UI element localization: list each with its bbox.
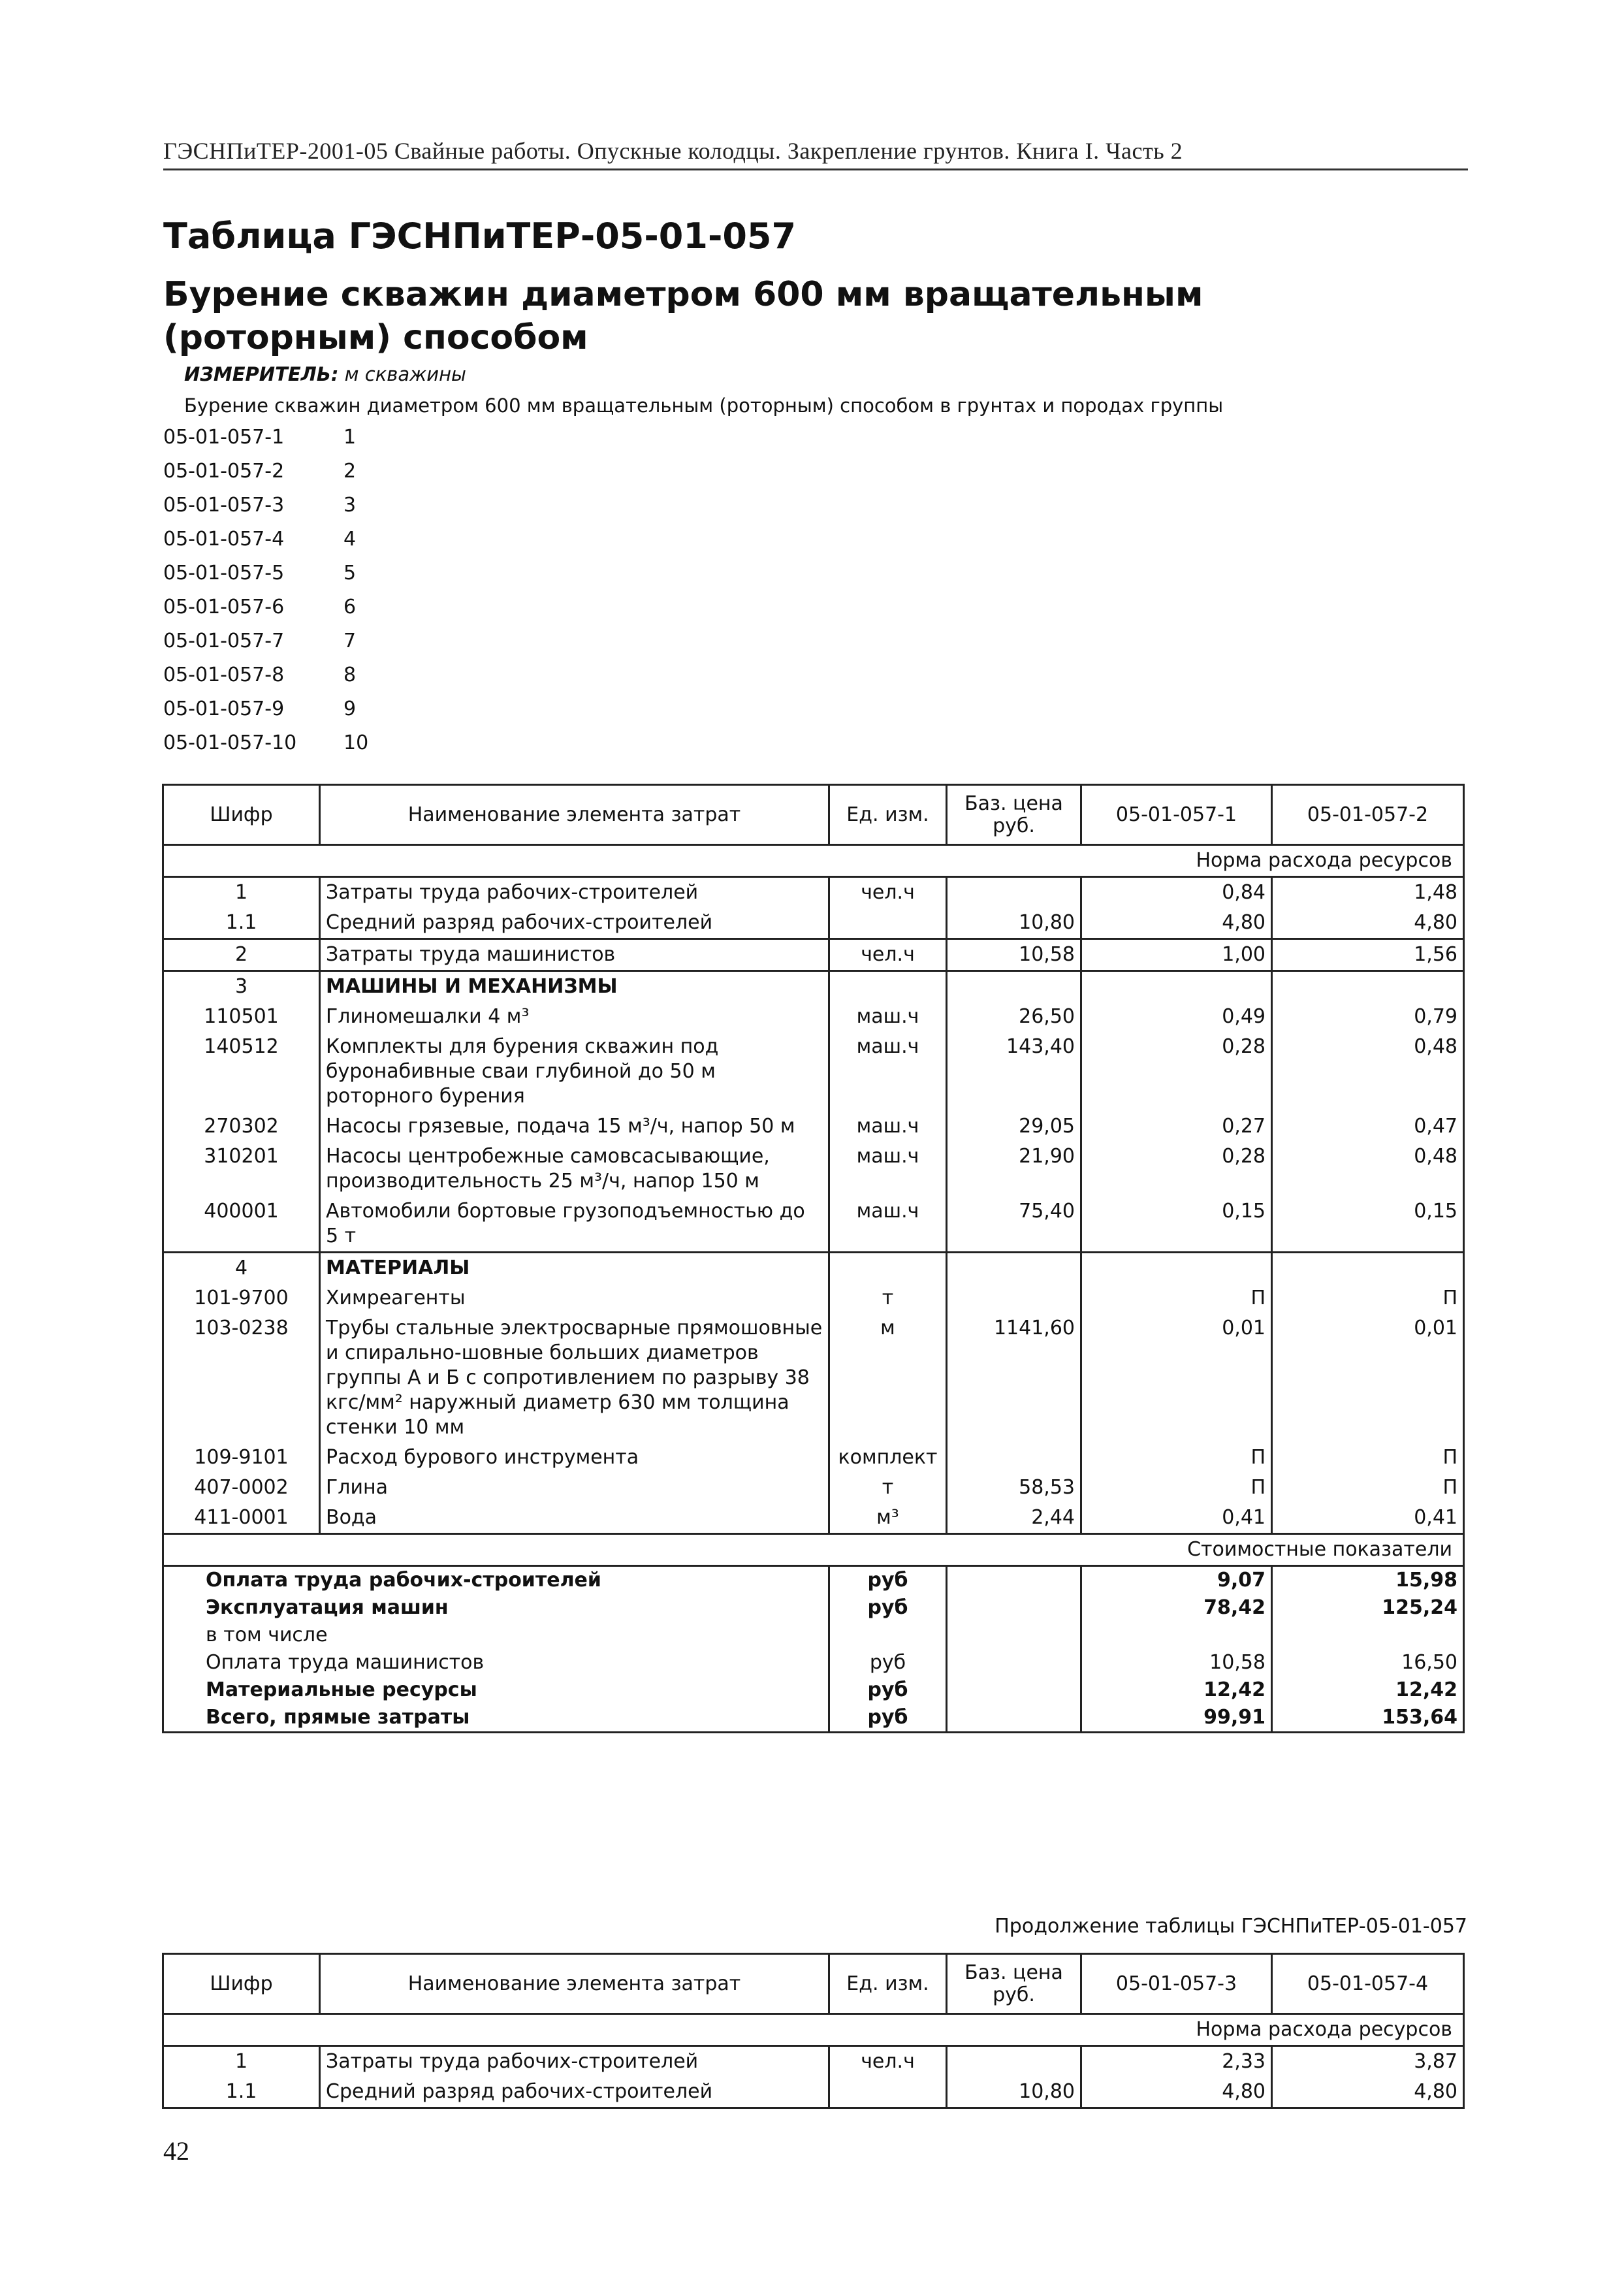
row-value-b: 0,79 [1272, 1002, 1464, 1032]
cost-value-a [1081, 1622, 1272, 1649]
row-unit: т [829, 1283, 947, 1313]
row-unit: маш.ч [829, 1032, 947, 1112]
row-value-a: П [1081, 1443, 1272, 1473]
code: 05-01-057-9 [163, 698, 285, 720]
cost-empty [947, 1622, 1081, 1649]
row-name: Затраты труда рабочих-строителей [320, 2046, 829, 2077]
row-price: 2,44 [947, 1503, 1081, 1534]
row-name: Средний разряд рабочих-строителей [320, 2077, 829, 2108]
row-price [947, 2046, 1081, 2077]
row-price: 58,53 [947, 1473, 1081, 1503]
row-name: МАТЕРИАЛЫ [320, 1253, 829, 1284]
cost-value-a: 9,07 [1081, 1566, 1272, 1595]
row-name: Автомобили бортовые грузоподъемностью до 5 т [320, 1196, 829, 1253]
code: 05-01-057-3 [163, 494, 285, 517]
row-value-a: 0,49 [1081, 1002, 1272, 1032]
table-row [163, 1283, 1464, 1313]
running-header: ГЭСНПиТЕР-2001-05 Свайные работы. Опускные колодцы. Закрепление грунтов. Книга I. Часть 2 [163, 137, 1468, 170]
cost-header: Стоимостные показатели [163, 1534, 1464, 1566]
row-code: 270302 [163, 1112, 320, 1142]
row-value-a: 0,28 [1081, 1032, 1272, 1112]
table-subtitle: Бурение скважин диаметром 600 мм вращательным (роторным) способом [163, 275, 1203, 357]
row-name: МАШИНЫ И МЕХАНИЗМЫ [320, 971, 829, 1002]
code-row [163, 494, 368, 528]
code-row [163, 562, 368, 596]
table-row [163, 1142, 1464, 1196]
table-row [163, 2046, 1464, 2077]
row-code: 109-9101 [163, 1443, 320, 1473]
row-value-b: 4,80 [1272, 2077, 1464, 2108]
cost-row [163, 1704, 1464, 1733]
code: 05-01-057-1 [163, 426, 285, 449]
cost-unit: руб [829, 1594, 947, 1622]
header-cipher: Шифр [163, 1954, 320, 2014]
code-row [163, 596, 368, 630]
header-cipher: Шифр [163, 785, 320, 845]
header-unit: Ед. изм. [829, 1954, 947, 2014]
cost-unit: руб [829, 1649, 947, 1676]
row-unit: м [829, 1313, 947, 1443]
resource-table-2 [162, 1953, 1465, 2109]
group: 10 [343, 731, 369, 754]
row-value-b: 0,41 [1272, 1503, 1464, 1534]
cost-empty [947, 1676, 1081, 1704]
row-name: Затраты труда рабочих-строителей [320, 877, 829, 908]
cost-value-a: 10,58 [1081, 1649, 1272, 1676]
continuation-caption: Продолжение таблицы ГЭСНПиТЕР-05-01-057 [995, 1915, 1467, 1938]
code-row [163, 460, 368, 494]
table-title: Таблица ГЭСНПиТЕР-05-01-057 [163, 216, 797, 257]
row-price [947, 971, 1081, 1002]
section-row [163, 845, 1464, 877]
row-value-b: 1,56 [1272, 939, 1464, 971]
row-name: Затраты труда машинистов [320, 939, 829, 971]
row-code: 1 [163, 2046, 320, 2077]
row-code: 411-0001 [163, 1503, 320, 1534]
row-value-a [1081, 971, 1272, 1002]
row-code: 3 [163, 971, 320, 1002]
row-value-a: 0,84 [1081, 877, 1272, 908]
row-code: 2 [163, 939, 320, 971]
cost-value-b: 125,24 [1272, 1594, 1464, 1622]
row-name: Комплекты для бурения скважин под буронабивные сваи глубиной до 50 м роторного бурения [320, 1032, 829, 1112]
table-row [163, 2077, 1464, 2108]
row-code: 1 [163, 877, 320, 908]
cost-value-a: 78,42 [1081, 1594, 1272, 1622]
section-row [163, 1534, 1464, 1566]
cost-name: в том числе [206, 1624, 328, 1646]
row-price [947, 877, 1081, 908]
meter-line [184, 363, 466, 385]
cost-row [163, 1566, 1464, 1595]
row-value-b [1272, 971, 1464, 1002]
row-price [947, 1253, 1081, 1284]
row-code: 103-0238 [163, 1313, 320, 1443]
row-unit: чел.ч [829, 877, 947, 908]
row-unit: т [829, 1473, 947, 1503]
code: 05-01-057-5 [163, 562, 285, 585]
table-row [163, 1196, 1464, 1253]
row-value-b: 3,87 [1272, 2046, 1464, 2077]
row-price: 10,58 [947, 939, 1081, 971]
code-row [163, 664, 368, 698]
table-row [163, 1253, 1464, 1284]
row-code: 140512 [163, 1032, 320, 1112]
norm-header: Норма расхода ресурсов [163, 845, 1464, 877]
row-value-b: 0,01 [1272, 1313, 1464, 1443]
row-name: Насосы грязевые, подача 15 м³/ч, напор 50 м [320, 1112, 829, 1142]
code-row [163, 528, 368, 562]
row-price [947, 1283, 1081, 1313]
cost-unit: руб [829, 1676, 947, 1704]
row-name: Глиномешалки 4 м³ [320, 1002, 829, 1032]
code-row [163, 731, 368, 765]
cost-unit [829, 1622, 947, 1649]
cost-value-b: 12,42 [1272, 1676, 1464, 1704]
meter-label: ИЗМЕРИТЕЛЬ: [184, 363, 339, 385]
row-unit [829, 1253, 947, 1284]
row-value-a: 0,41 [1081, 1503, 1272, 1534]
table-row [163, 939, 1464, 971]
row-name: Химреагенты [320, 1283, 829, 1313]
row-value-b [1272, 1253, 1464, 1284]
row-name: Вода [320, 1503, 829, 1534]
header-col-a: 05-01-057-1 [1081, 785, 1272, 845]
code-list [163, 426, 368, 765]
cost-empty [947, 1594, 1081, 1622]
cost-value-b: 153,64 [1272, 1704, 1464, 1733]
table-row [163, 1112, 1464, 1142]
group: 1 [343, 426, 357, 449]
header-price: Баз. цена руб. [947, 785, 1081, 845]
row-value-a [1081, 1253, 1272, 1284]
cost-empty [947, 1704, 1081, 1733]
meter-value: м скважины [344, 363, 466, 385]
row-price: 143,40 [947, 1032, 1081, 1112]
cost-value-b [1272, 1622, 1464, 1649]
description: Бурение скважин диаметром 600 мм вращательным (роторным) способом в грунтах и породах группы [184, 394, 1224, 417]
code-row [163, 630, 368, 664]
row-unit: чел.ч [829, 939, 947, 971]
cost-empty [947, 1649, 1081, 1676]
row-price: 75,40 [947, 1196, 1081, 1253]
code-row [163, 426, 368, 460]
row-code: 400001 [163, 1196, 320, 1253]
table-row [163, 877, 1464, 908]
cost-value-a: 12,42 [1081, 1676, 1272, 1704]
code: 05-01-057-7 [163, 630, 285, 652]
row-price: 26,50 [947, 1002, 1081, 1032]
row-unit [829, 2077, 947, 2108]
table-row [163, 1503, 1464, 1534]
row-price: 1141,60 [947, 1313, 1081, 1443]
row-value-a: 2,33 [1081, 2046, 1272, 2077]
row-value-b: П [1272, 1473, 1464, 1503]
section-row [163, 2014, 1464, 2046]
row-code: 1.1 [163, 2077, 320, 2108]
resource-table-1 [162, 784, 1465, 1733]
header-col-b: 05-01-057-4 [1272, 1954, 1464, 2014]
group: 6 [343, 596, 357, 618]
row-value-b: 0,47 [1272, 1112, 1464, 1142]
row-price: 21,90 [947, 1142, 1081, 1196]
group: 4 [343, 528, 357, 551]
row-name: Расход бурового инструмента [320, 1443, 829, 1473]
row-value-a: 4,80 [1081, 2077, 1272, 2108]
group: 9 [343, 698, 357, 720]
group: 2 [343, 460, 357, 483]
row-unit: маш.ч [829, 1142, 947, 1196]
cost-name: Эксплуатация машин [206, 1596, 449, 1619]
row-code: 110501 [163, 1002, 320, 1032]
row-value-b: 1,48 [1272, 877, 1464, 908]
row-unit: м³ [829, 1503, 947, 1534]
cost-row [163, 1594, 1464, 1622]
row-unit: маш.ч [829, 1196, 947, 1253]
row-value-b: 0,48 [1272, 1032, 1464, 1112]
cost-empty [947, 1566, 1081, 1595]
row-code: 310201 [163, 1142, 320, 1196]
table-row [163, 1443, 1464, 1473]
row-value-a: 1,00 [1081, 939, 1272, 971]
cost-name: Оплата труда рабочих-строителей [206, 1569, 601, 1592]
row-code: 407-0002 [163, 1473, 320, 1503]
table-row [163, 1002, 1464, 1032]
row-value-b: 0,15 [1272, 1196, 1464, 1253]
header-price: Баз. цена руб. [947, 1954, 1081, 2014]
row-value-b: 0,48 [1272, 1142, 1464, 1196]
table-row [163, 908, 1464, 939]
row-price [947, 1443, 1081, 1473]
row-name: Насосы центробежные самовсасывающие, производительность 25 м³/ч, напор 150 м [320, 1142, 829, 1196]
row-price: 10,80 [947, 2077, 1081, 2108]
cost-unit: руб [829, 1566, 947, 1595]
row-name: Средний разряд рабочих-строителей [320, 908, 829, 939]
row-value-a: 0,15 [1081, 1196, 1272, 1253]
header-row [163, 1954, 1464, 2014]
row-value-a: 4,80 [1081, 908, 1272, 939]
table-row [163, 1032, 1464, 1112]
cost-value-b: 16,50 [1272, 1649, 1464, 1676]
code: 05-01-057-6 [163, 596, 285, 618]
code-row [163, 698, 368, 731]
row-unit: маш.ч [829, 1002, 947, 1032]
cost-value-a: 99,91 [1081, 1704, 1272, 1733]
code: 05-01-057-2 [163, 460, 285, 483]
row-value-a: П [1081, 1473, 1272, 1503]
group: 5 [343, 562, 357, 585]
row-value-a: 0,01 [1081, 1313, 1272, 1443]
row-code: 1.1 [163, 908, 320, 939]
table-row [163, 1313, 1464, 1443]
row-code: 4 [163, 1253, 320, 1284]
table-row [163, 971, 1464, 1002]
row-value-b: П [1272, 1443, 1464, 1473]
cost-row [163, 1676, 1464, 1704]
group: 7 [343, 630, 357, 652]
row-unit: чел.ч [829, 2046, 947, 2077]
row-price: 10,80 [947, 908, 1081, 939]
cost-value-b: 15,98 [1272, 1566, 1464, 1595]
group: 3 [343, 494, 357, 517]
cost-row [163, 1622, 1464, 1649]
norm-header: Норма расхода ресурсов [163, 2014, 1464, 2046]
row-unit: комплект [829, 1443, 947, 1473]
cost-name: Всего, прямые затраты [206, 1706, 470, 1729]
header-col-a: 05-01-057-3 [1081, 1954, 1272, 2014]
row-price: 29,05 [947, 1112, 1081, 1142]
row-name: Трубы стальные электросварные прямошовные и спирально-шовные больших диаметров группы А и Б с сопротивлением по разрыву 38 кгс/мм² наружный диаметр 630 мм толщина стенки 10 мм [320, 1313, 829, 1443]
code: 05-01-057-8 [163, 664, 285, 686]
cost-name: Материальные ресурсы [206, 1678, 477, 1701]
page-number: 42 [163, 2136, 189, 2166]
row-value-b: П [1272, 1283, 1464, 1313]
row-unit: маш.ч [829, 1112, 947, 1142]
header-unit: Ед. изм. [829, 785, 947, 845]
group: 8 [343, 664, 357, 686]
cost-unit: руб [829, 1704, 947, 1733]
table-row [163, 1473, 1464, 1503]
header-name: Наименование элемента затрат [320, 785, 829, 845]
row-value-a: 0,27 [1081, 1112, 1272, 1142]
row-unit [829, 908, 947, 939]
row-value-a: П [1081, 1283, 1272, 1313]
cost-name: Оплата труда машинистов [206, 1651, 485, 1674]
row-name: Глина [320, 1473, 829, 1503]
header-col-b: 05-01-057-2 [1272, 785, 1464, 845]
row-value-a: 0,28 [1081, 1142, 1272, 1196]
row-unit [829, 971, 947, 1002]
header-row [163, 785, 1464, 845]
cost-row [163, 1649, 1464, 1676]
header-name: Наименование элемента затрат [320, 1954, 829, 2014]
row-code: 101-9700 [163, 1283, 320, 1313]
row-value-b: 4,80 [1272, 908, 1464, 939]
code: 05-01-057-10 [163, 731, 297, 754]
code: 05-01-057-4 [163, 528, 285, 551]
